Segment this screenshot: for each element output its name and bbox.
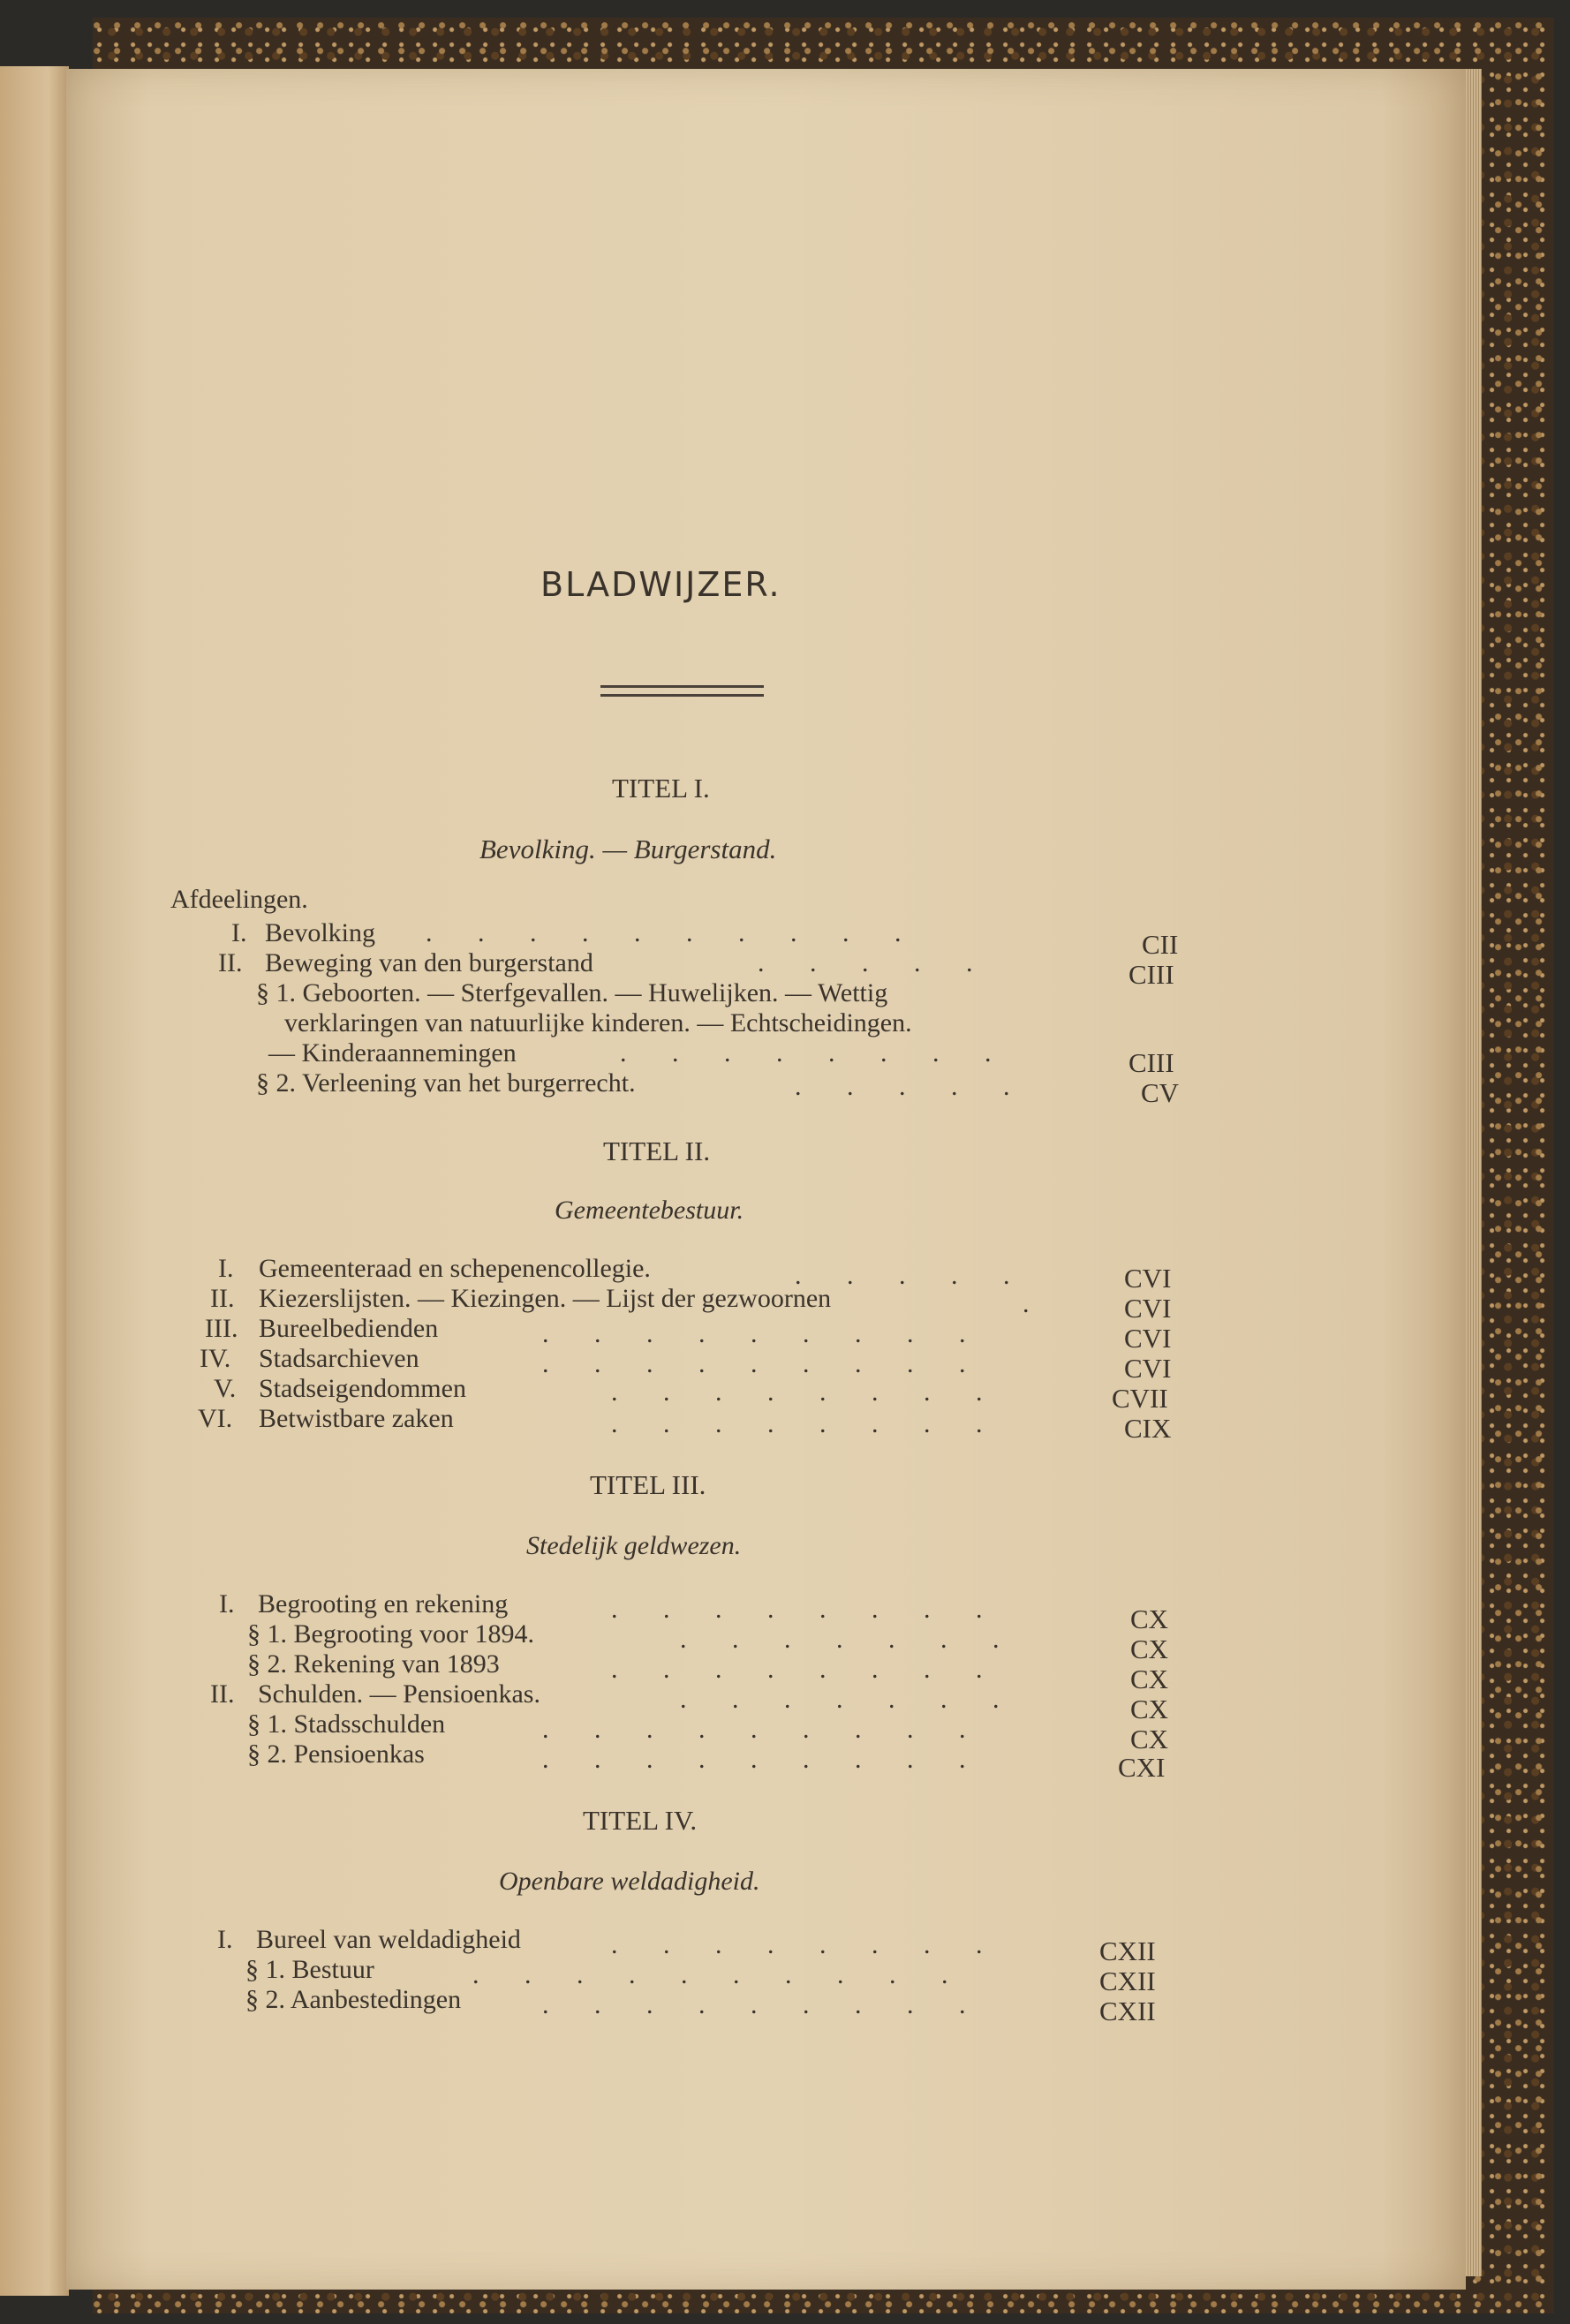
page-edges [1466,69,1482,2276]
row-leader-dots: . . . . . . . . . [542,1745,985,1774]
row-label: — Kinderaannemingen [268,1038,517,1068]
row-leader-dots: . . . . . . . . [611,1377,1002,1407]
row-leader-dots: . . . . . . . . . [542,1715,985,1744]
section-title: TITEL III. [590,1469,706,1500]
row-number: IV. [200,1344,231,1373]
row-number: II. [210,1284,235,1313]
row-leader-dots: . . . . . . . . . [542,1349,985,1378]
row-page: CVI [1124,1323,1172,1354]
row-leader-dots: . . . . . . . . [611,1930,1002,1959]
row-number: II. [218,948,243,977]
row-page: CX [1130,1724,1169,1754]
row-page: CX [1130,1694,1169,1724]
section-title: TITEL I. [612,773,710,804]
row-page: CXII [1099,1996,1156,2026]
row-label: § 2. Verleening van het burgerrecht. [256,1068,636,1098]
section-subtitle: Gemeentebestuur. [555,1196,744,1225]
row-number: I. [217,1925,233,1954]
row-leader-dots: . . . . . . . . [620,1038,1011,1068]
row-leader-dots: . . . . . . . . . . [426,918,921,947]
row-page: CIII [1128,959,1174,990]
section-title: TITEL II. [603,1136,711,1166]
row-label: § 2. Pensioenkas [247,1739,425,1769]
row-leader-dots: . . . . . . . . . . [472,1960,968,1989]
row-label: verklaringen van natuurlijke kinderen. — Echtscheidingen. [284,1008,912,1038]
row-leader-dots: . . . . . . . . . [542,1990,985,2019]
row-page: CVI [1124,1263,1172,1294]
row-page: CXI [1118,1752,1166,1783]
row-page: CVII [1112,1383,1168,1414]
row-page: CX [1130,1664,1169,1694]
row-label: § 1. Begrooting voor 1894. [247,1619,534,1649]
section-title: TITEL IV. [583,1805,698,1836]
row-page: CX [1130,1603,1169,1634]
row-number: I. [219,1589,235,1618]
row-label: § 2. Rekening van 1893 [247,1649,500,1679]
heading-rule-top [600,685,764,688]
row-label: Betwistbare zaken [259,1404,454,1433]
row-label: Bureel van weldadigheid [256,1925,521,1954]
row-page: CII [1142,929,1179,960]
page-heading: BLADWIJZER. [540,565,781,604]
row-page: CXII [1099,1935,1156,1966]
row-label: § 1. Bestuur [245,1955,374,1984]
row-label: Stadsarchieven [259,1344,419,1373]
row-page: CIII [1128,1047,1174,1078]
row-leader-dots: . . . . . . . . . [542,1319,985,1348]
row-leader-dots: . . . . . . . [680,1625,1019,1654]
row-number: V. [214,1374,237,1403]
row-leader-dots: . [1023,1289,1049,1318]
facing-page-edge [0,66,69,2296]
row-label: Gemeenteraad en schepenencollegie. [259,1254,651,1283]
row-number: I. [231,918,247,947]
row-leader-dots: . . . . . . . . [611,1655,1002,1684]
row-leader-dots: . . . . . [795,1261,1030,1290]
row-leader-dots: . . . . . [758,948,993,977]
row-page: CIX [1124,1413,1172,1444]
row-label: § 1. Geboorten. — Sterfgevallen. — Huwelijken. — Wettig [256,978,888,1007]
row-number: VI. [198,1404,233,1433]
row-label: Beweging van den burgerstand [265,948,593,977]
heading-rule-bottom [600,694,764,697]
row-label: Bureelbedienden [259,1314,439,1343]
row-label: Schulden. — Pensioenkas. [258,1679,540,1709]
section-intro: Afdeelingen. [170,885,308,914]
row-page: CV [1141,1077,1180,1108]
row-label: Bevolking [265,918,375,947]
row-label: Stadseigendommen [259,1374,466,1403]
row-number: II. [210,1679,235,1709]
row-label: Begrooting en rekening [258,1589,509,1618]
row-leader-dots: . . . . . . . [680,1685,1019,1714]
section-subtitle: Bevolking. — Burgerstand. [479,834,777,864]
row-leader-dots: . . . . . . . . [611,1595,1002,1624]
row-number: I. [218,1254,234,1283]
row-leader-dots: . . . . . [795,1072,1030,1101]
row-label: § 2. Aanbestedingen [245,1985,462,2014]
row-page: CX [1130,1634,1169,1664]
row-page: CVI [1124,1353,1172,1384]
row-page: CVI [1124,1293,1172,1324]
row-page: CXII [1099,1966,1156,1996]
row-number: III. [205,1314,238,1343]
row-label: Kiezerslijsten. — Kiezingen. — Lijst der gezwoornen [259,1284,832,1313]
section-subtitle: Openbare weldadigheid. [499,1867,760,1896]
row-label: § 1. Stadsschulden [247,1709,446,1739]
section-subtitle: Stedelijk geldwezen. [526,1531,742,1560]
row-leader-dots: . . . . . . . . [611,1409,1002,1438]
